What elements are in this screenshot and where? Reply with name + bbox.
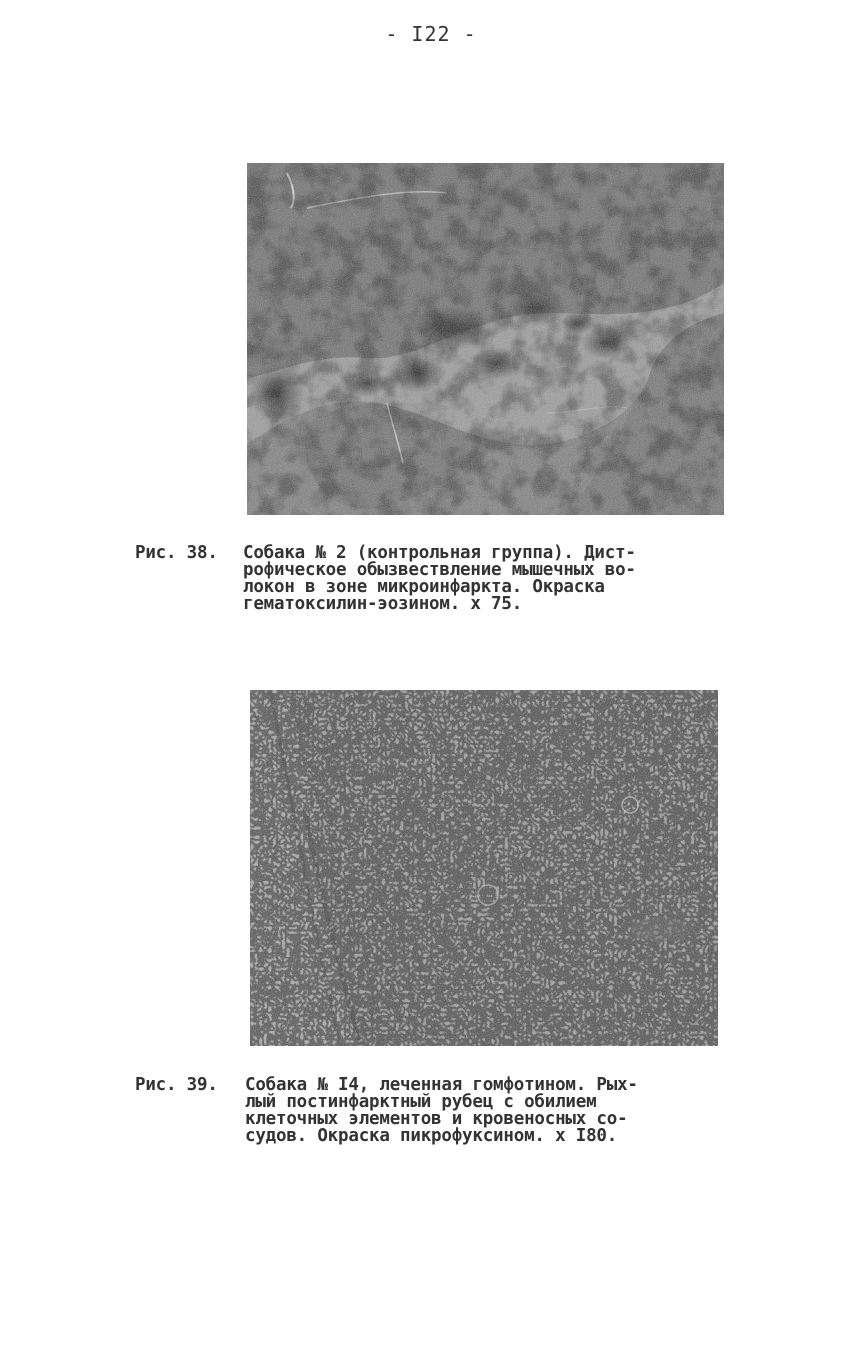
figure-39-caption-line: лый постинфарктный рубец с обилием [245, 1092, 597, 1112]
figure-39-caption-line: Собака № I4, леченная гомфотином. Рых- [245, 1075, 638, 1095]
figure-38-caption-line: локон в зоне микроинфаркта. Окраска [243, 577, 605, 597]
figure-39-label: Рис. 39. [135, 1075, 218, 1095]
figure-38-caption-line: гематоксилин-эозином. х 75. [243, 594, 523, 614]
figure-39-caption-line: судов. Окраска пикрофуксином. х I80. [245, 1126, 618, 1146]
micrograph-figure-38 [247, 163, 724, 515]
figure-38-caption-line: Собака № 2 (контрольная группа). Дист- [243, 543, 636, 563]
figure-38-caption-line: рофическое обызвествление мышечных во- [243, 560, 636, 580]
figure-39-caption-line: клеточных элементов и кровеносных со- [245, 1109, 628, 1129]
page-number: - I22 - [385, 22, 477, 46]
micrograph-figure-39 [250, 690, 718, 1046]
figure-38-label: Рис. 38. [135, 543, 218, 563]
